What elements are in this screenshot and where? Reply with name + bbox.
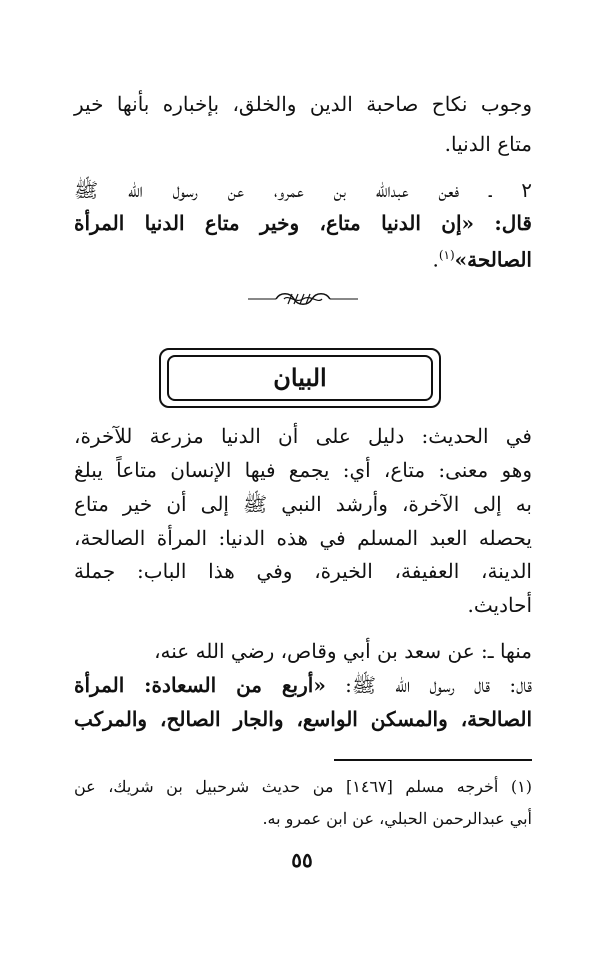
hadith2-line-2: قال: «إن الدنيا متاع، وخير متاع الدنيا المرأة bbox=[74, 211, 532, 235]
footnote-line-2: أبي عبدالرحمن الحبلي، عن ابن عمرو به. bbox=[262, 809, 532, 828]
bayan-line-4: يحصله العبد المسلم في هذه الدنيا: المرأة الصالحة، bbox=[74, 526, 532, 550]
hadith2-line-3-text: الصالحة» bbox=[454, 247, 532, 272]
footnote-line-1: (١) أخرجه مسلم [١٤٦٧] من حديث شرحبيل بن شريك، عن bbox=[74, 777, 532, 796]
intro-line-1: وجوب نكاح صاحبة الدين والخلق، بإخباره بأنها خير bbox=[74, 92, 532, 116]
ornament-divider bbox=[248, 290, 358, 308]
minha-line-2-bold: «أربع من السعادة: المرأة bbox=[74, 673, 326, 697]
minha-line-1: منها ـ: عن سعد بن أبي وقاص، رضي الله عنه، bbox=[154, 639, 532, 663]
bayan-line-1: في الحديث: دليل على أن الدنيا مزرعة للآخرة، bbox=[74, 424, 532, 448]
minha-line-3: الصالحة، والمسكن الواسع، والجار الصالح، والمركب bbox=[74, 707, 532, 731]
bayan-line-3: به إلى الآخرة، وأرشد النبي ﷺ إلى أن خير متاع bbox=[74, 492, 532, 516]
page-number: ٥٥ bbox=[291, 848, 313, 872]
intro-line-2: متاع الدنيا. bbox=[444, 132, 532, 156]
minha-line-2-prefix: قال: قال رسول الله ﷺ: bbox=[325, 673, 532, 697]
bayan-line-2: وهو معنى: متاع، أي: يجمع فيها الإنسان متاعاً يبلغ bbox=[74, 458, 532, 482]
hadith2-line-1: ٢ ـ فعن عبدالله بن عمرو، عن رسول الله ﷺ bbox=[74, 178, 532, 202]
hadith2-line-3 bbox=[74, 237, 532, 278]
minha-line-2 bbox=[74, 667, 532, 703]
footnote-marker: (١) bbox=[438, 248, 455, 262]
hadith2-line-3-end: . bbox=[432, 247, 439, 272]
bayan-line-6: أحاديث. bbox=[467, 593, 532, 617]
section-title: البيان bbox=[273, 363, 327, 392]
bayan-line-5: الدينة، العفيفة، الخيرة، وفي هذا الباب: جملة bbox=[74, 559, 532, 583]
footnote-rule bbox=[334, 759, 532, 761]
